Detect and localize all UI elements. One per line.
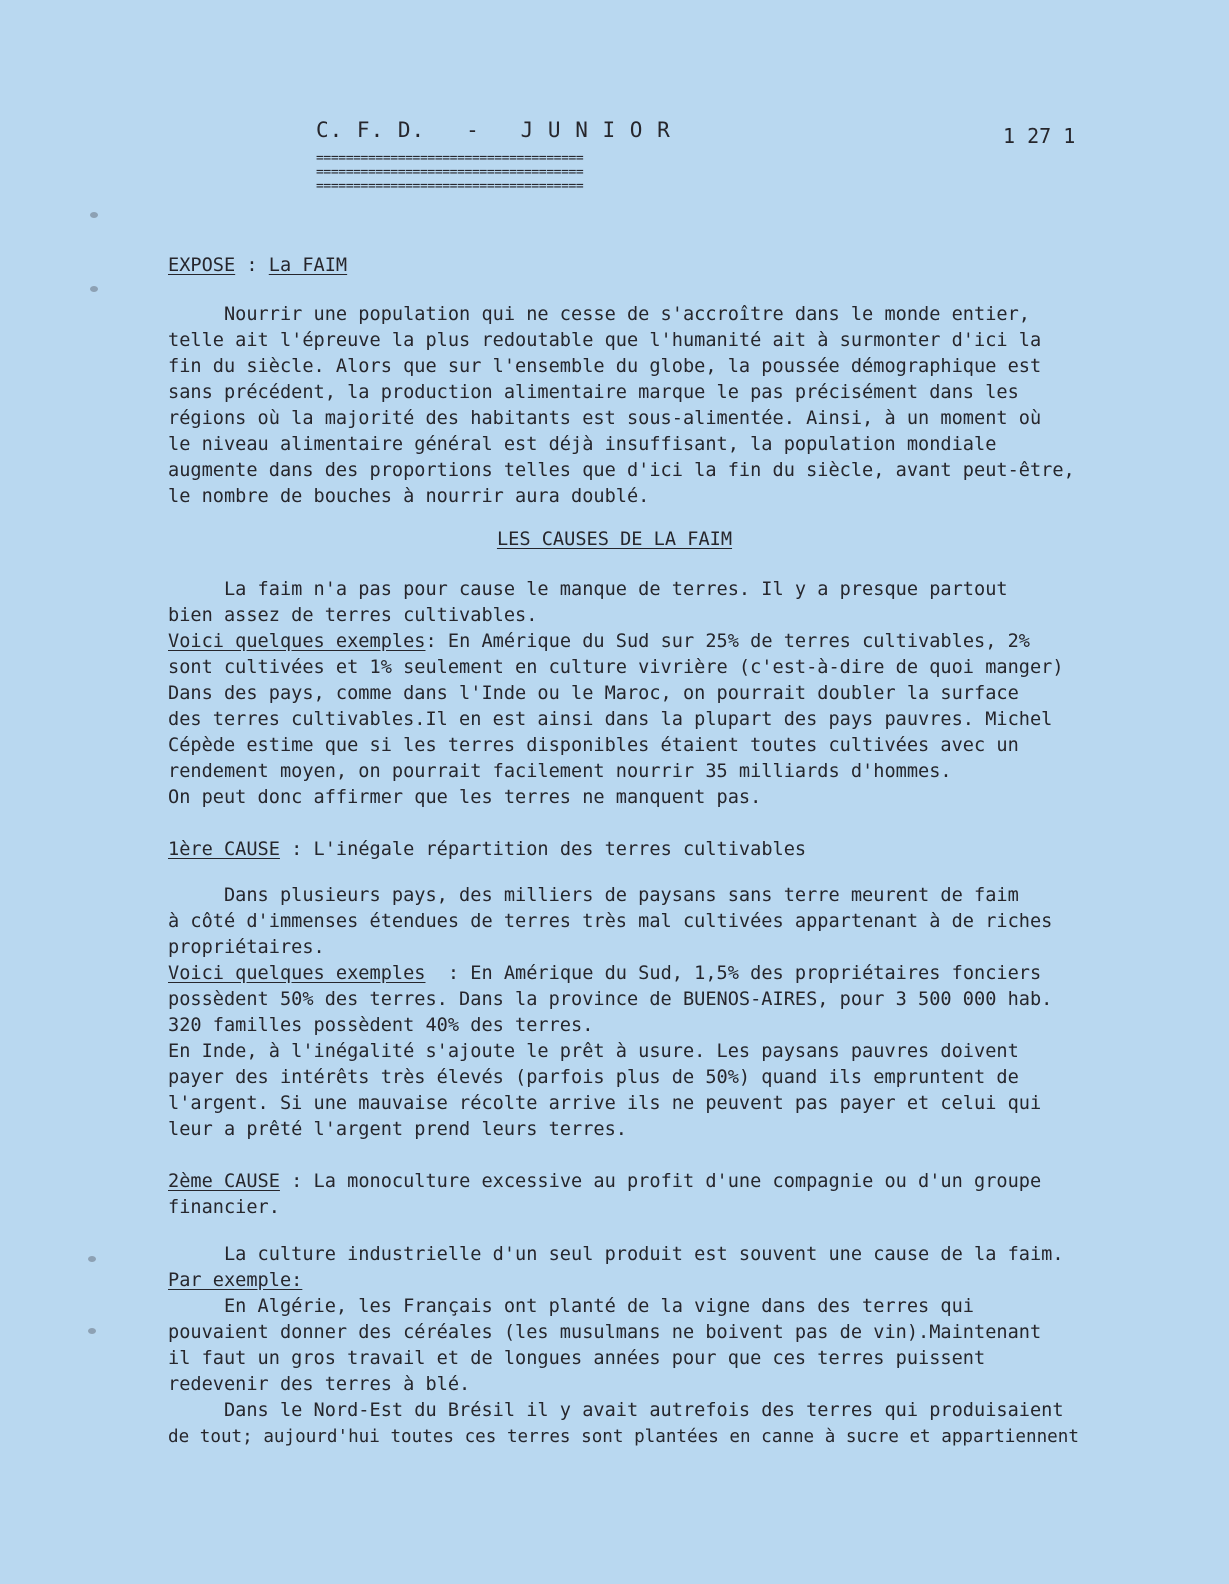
cause1-heading: 1ère CAUSE : L'inégale répartition des terres cultivables	[168, 839, 807, 860]
cause1-label: 1ère CAUSE	[168, 839, 280, 860]
examples-label: Voici quelques exemples	[168, 631, 426, 652]
examples-label: Voici quelques exemples	[168, 963, 426, 984]
punch-hole-mark	[88, 1328, 96, 1334]
header-rule: ====================================	[316, 165, 584, 180]
cause2-label: 2ème CAUSE	[168, 1171, 280, 1192]
header-rule: ====================================	[316, 151, 584, 166]
cause2-title-continued: financier.	[168, 1197, 280, 1218]
cause1-title: L'inégale répartition des terres cultivables	[313, 839, 807, 860]
expose-label: EXPOSE	[168, 255, 236, 276]
section-title: LES CAUSES DE LA FAIM	[496, 529, 733, 550]
example-label: Par exemple:	[168, 1270, 303, 1291]
expose-heading: EXPOSE : La FAIM	[168, 255, 348, 276]
cause2-heading: 2ème CAUSE : La monoculture excessive au profit d'une compagnie ou d'un groupe	[168, 1171, 1042, 1192]
header-rule: ====================================	[316, 179, 584, 194]
punch-hole-mark	[90, 286, 98, 292]
expose-title: La FAIM	[268, 255, 348, 276]
document-header-title: C. F. D. - J U N I O R	[316, 118, 671, 142]
punch-hole-mark	[90, 212, 98, 218]
document-page: C. F. D. - J U N I O R 1 27 1 ==================================== ==================================== ==================================== EXPOSE : La FAIM Nourrir une population qui ne cesse de s'accroître dans le monde entier, telle ait l'épreuve la plus redoutable que l'humanité ait à surmonter d'ici la fin du siècle. Alors que sur l'ensemble du globe, la poussée démographique est sans précédent, la production alimentaire marque le pas précisément dans les régions où la majorité des habitants est sous-alimentée. Ainsi, à un moment où le niveau alimentaire général est déjà insuffisant, la population mondiale augmente dans des proportions telles que d'ici la fin du siècle, avant peut-être, le nombre de bouches à nourrir aura doublé. LES CAUSES DE LA FAIM La faim n'a pas pour cause le manque de terres. Il y a presque partout bien assez de terres cultivables. Voici quelques exemples: En Amérique du Sud sur 25% de terres cultivables, 2% sont cultivées et 1% seulement en culture vivrière (c'est-à-dire de quoi manger) Dans des pays, comme dans l'Inde ou le Maroc, on pourrait doubler la surface des terres cultivables.Il en est ainsi dans la plupart des pays pauvres. Michel Cépède estime que si les terres disponibles étaient toutes cultivées avec un rendement moyen, on pourrait facilement nourrir 35 milliards d'hommes. On peut donc affirmer que les terres ne manquent pas. 1ère CAUSE : L'inégale répartition des terres cultivables Dans plusieurs pays, des milliers de paysans sans terre meurent de faim à côté d'immenses étendues de terres très mal cultivées appartenant à de riches propriétaires. Voici quelques exemples : En Amérique du Sud, 1,5% des propriétaires fonciers possèdent 50% des terres. Dans la province de BUENOS-AIRES, pour 3 500 000 hab. 320 familles possèdent 40% des terres. En Inde, à l'inégalité s'ajoute le prêt à usure. Les paysans pauvres doivent payer des intérêts très élevés (parfois plus de 50%) quand ils empruntent de l'argent. Si une mauvaise récolte arrive ils ne peuvent pas payer et celui qui leur a prêté l'argent prend leurs terres. 2ème CAUSE : La monoculture excessive au profit d'une compagnie ou d'un groupe financier. La culture industrielle d'un seul produit est souvent une cause de la faim. Par exemple: En Algérie, les Français ont planté de la vigne dans des terres qui pouvaient donner des céréales (les musulmans ne boivent pas de vin).Maintenant il faut un gros travail et de longues années pour que ces terres puissent redevenir des terres à blé. Dans le Nord-Est du Brésil il y avait autrefois des terres qui produisaient de tout; aujourd'hui toutes ces terres sont plantées en canne à sucre et appartiennent	[0, 0, 1229, 1584]
cause2-title: La monoculture excessive au profit d'une compagnie ou d'un groupe	[313, 1171, 1042, 1192]
punch-hole-mark	[88, 1256, 96, 1262]
page-number: 1 27 1	[1003, 124, 1076, 148]
